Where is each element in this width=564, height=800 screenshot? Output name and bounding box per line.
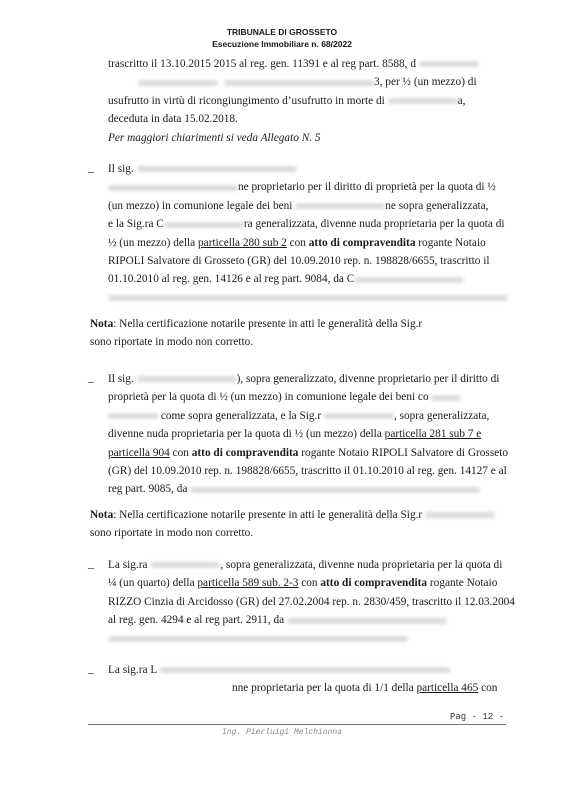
text-fragment: al reg. gen. 4294 e al reg part. 2911, da — [108, 614, 285, 627]
deed-type: atto di compravendita — [191, 446, 299, 459]
note-label: Nota — [90, 318, 114, 330]
intro-line-2: 3, per ½ (un mezzo) di — [374, 76, 477, 89]
note-text: : Nella certificazione notarile presente in atti le generalità della Sig.r — [113, 509, 423, 521]
text-fragment: ), sopra generalizzato, divenne proprietario per il diritto di — [236, 373, 500, 385]
note-2 — [90, 506, 514, 543]
text-fragment: rogante Notaio — [427, 577, 498, 590]
redacted-text — [108, 185, 238, 191]
text-fragment: (un mezzo) in comunione legale dei beni — [108, 199, 293, 212]
list-bullet: – — [88, 560, 94, 574]
text-fragment: La sig.ra L — [108, 664, 157, 676]
redacted-text — [354, 277, 464, 283]
text-fragment: proprietà per la quota di ½ (un mezzo) in comunione legale dei beni co — [108, 391, 429, 404]
text-fragment: come sopra generalizzata, e la Sig.r — [160, 409, 322, 422]
list-bullet: – — [88, 164, 94, 178]
text-fragment: , sopra generalizzata, — [393, 409, 490, 422]
text-line: (GR) del 10.09.2010 rep. n. 198828/6655, trascritto il 01.10.2010 al reg. gen. 14127 e al — [108, 465, 507, 478]
intro-line-4: deceduta in data 15.02.2018. — [108, 113, 238, 126]
redacted-text — [419, 61, 479, 67]
note-label: Nota — [90, 509, 114, 521]
text-fragment: ne sopra generalizzata, — [385, 199, 489, 212]
intro-line-3-end: a, — [457, 94, 466, 107]
text-fragment: La sig.ra — [108, 559, 148, 571]
note-1 — [90, 315, 514, 352]
redacted-text — [190, 487, 480, 493]
text-fragment: con — [478, 682, 498, 695]
parcel-reference: particella 589 sub. 2-3 — [197, 577, 299, 590]
text-fragment: Il sig. — [108, 163, 134, 175]
text-fragment: con — [298, 577, 321, 590]
text-fragment: divenne nuda proprietaria per la quota di ½ (un mezzo) della — [108, 428, 385, 441]
text-line: RIZZO Cinzia di Arcidosso (GR) del 27.02.2004 rep. n. 2830/459, trascritto il 12.03.2004 — [108, 595, 515, 608]
text-fragment: ne proprietario per il diritto di proprietà per la quota di ½ — [238, 181, 496, 194]
parcel-reference: particella 904 — [108, 446, 170, 459]
text-fragment: , sopra generalizzata, divenne nuda proprietaria per la quota di — [220, 559, 503, 571]
paragraph-transfer-2 — [108, 370, 514, 499]
footer-divider — [88, 724, 506, 725]
intro-line-3: usufrutto in virtù di ricongiungimento d’usufrutto in morte di — [108, 94, 385, 107]
redacted-text — [108, 413, 158, 419]
text-fragment: con — [169, 446, 192, 459]
note-text-2: sono riportate in modo non corretto. — [90, 336, 254, 349]
redacted-text — [138, 80, 218, 86]
text-fragment: 01.10.2010 al reg. gen. 14126 e al reg part. 9084, da C — [108, 273, 355, 286]
redacted-text — [287, 618, 447, 624]
redacted-text — [137, 166, 297, 172]
list-bullet: – — [88, 665, 94, 679]
list-bullet: – — [88, 374, 94, 388]
paragraph-transfer-1 — [108, 160, 514, 307]
procedure-number: Esecuzione Immobiliare n. 68/2022 — [212, 39, 352, 49]
redacted-text — [160, 667, 450, 673]
text-fragment: ra generalizzata, divenne nuda proprietaria per la quota di — [243, 218, 505, 231]
redacted-text — [324, 413, 394, 419]
text-fragment: Il sig. — [108, 373, 134, 385]
redacted-text — [224, 80, 374, 86]
parcel-reference: particella 281 sub 7 e — [384, 428, 482, 441]
redacted-text — [108, 636, 408, 642]
footer-author: Ing. Pierluigi Melchionna — [221, 728, 343, 737]
text-fragment: ¼ (un quarto) della — [108, 577, 198, 590]
text-fragment: rogante Notaio RIPOLI Salvatore di Grosseto — [298, 446, 509, 459]
note-text: : Nella certificazione notarile presente in atti le generalità della Sig.r — [113, 318, 423, 330]
text-fragment: reg part. 9085, da — [108, 483, 188, 496]
text-fragment: e la Sig.ra C — [108, 218, 164, 231]
text-line: RIPOLI Salvatore di Grosseto (GR) del 10.09.2010 rep. n. 198828/6655, trascritto il — [108, 255, 490, 268]
paragraph-transfer-3 — [108, 556, 514, 648]
paragraph-transfer-4 — [108, 661, 514, 698]
paragraph-intro — [108, 55, 514, 147]
redacted-text — [137, 376, 237, 382]
redacted-text — [108, 295, 508, 301]
redacted-text — [431, 395, 461, 401]
note-text-2: sono riportate in modo non corretto. — [90, 527, 254, 540]
redacted-text — [150, 562, 220, 568]
redacted-text — [295, 203, 385, 209]
attachment-note: Per maggiori chiarimenti si veda Allegato N. 5 — [108, 131, 321, 144]
text-fragment: rogante Notaio — [415, 236, 486, 249]
parcel-reference: particella 465 — [416, 682, 479, 695]
text-fragment: con — [286, 236, 309, 249]
redacted-text — [425, 512, 495, 518]
text-fragment: ½ (un mezzo) della — [108, 236, 199, 249]
deed-type: atto di compravendita — [320, 577, 428, 590]
redacted-text — [388, 98, 458, 104]
court-name: TRIBUNALE DI GROSSETO — [226, 27, 338, 37]
text-fragment: nne proprietaria per la quota di 1/1 della — [232, 682, 417, 695]
intro-line-1: trascritto il 13.10.2015 2015 al reg. gen. 11391 e al reg part. 8588, d — [108, 58, 416, 70]
redacted-text — [164, 222, 244, 228]
document-header — [0, 26, 564, 50]
page-number: Pag - 12 - — [449, 712, 504, 722]
parcel-reference: particella 280 sub 2 — [198, 236, 287, 249]
deed-type: atto di compravendita — [308, 236, 416, 249]
